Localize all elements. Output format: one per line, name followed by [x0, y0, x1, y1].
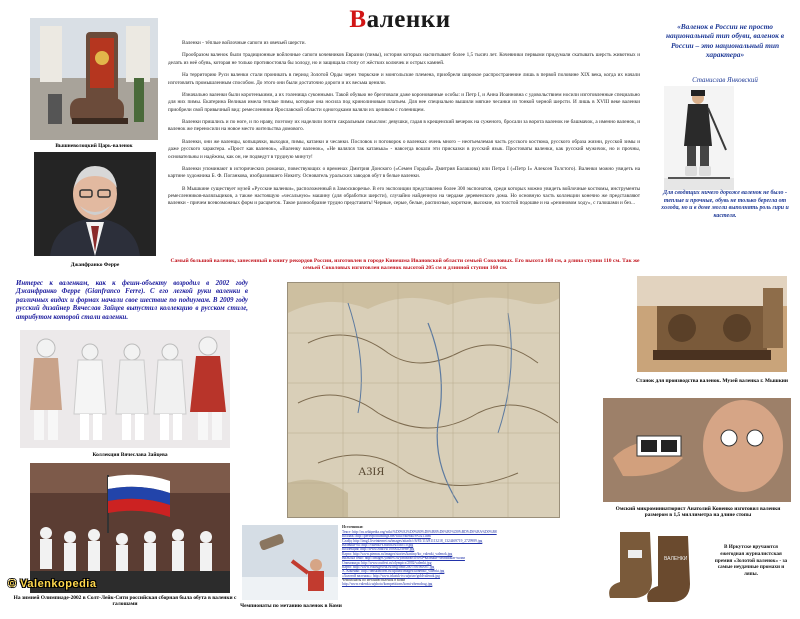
page-title — [300, 6, 500, 34]
ferre-photo — [34, 152, 156, 256]
zaitsev-models-illustration — [20, 330, 230, 448]
map-illustration — [288, 283, 560, 518]
source-link[interactable]: «Золотой валенок»: http://www.irkutsk-tv.ru/prize/goldvalenok.jpg — [342, 573, 440, 578]
throwing-caption: Чемпионаты по метанию валенок в Коми — [240, 603, 342, 609]
side-note: Для сводящих ничего дороже валенок не было - теплые и прочные, обувь не только берегла от холода, но и в доме могли выполнять роль гири и кастеля. — [661, 190, 789, 220]
throwing-photo — [242, 525, 338, 600]
tsar-valenok-caption: Вышневолоцкий Царь-валенок — [55, 143, 133, 149]
yankovsky-quote: «Валенок в России не просто национальный тип обуви, валенок в России – это национальный тип характера» — [665, 22, 785, 60]
golden-valenok-award: В Иркутске вручаются ежегодная журналистская премия «Золотой валенок» - за самые неудачные промахи и ляпы. — [714, 544, 788, 577]
source-link[interactable]: Валенки-ба: http://valenki-s.narod.ru/foto/10.jpg — [342, 543, 414, 547]
source-link[interactable]: Текст: http://ru.wikipedia.org/wiki/%D0%92%D0%B0%D0%BB%D0%B5%D0%BD%D0%BA%D0%B8 — [342, 529, 497, 534]
source-link[interactable]: Олимпиада: http://www.outfest.ru/olympics/2002/valenki.jpg — [342, 560, 432, 565]
body-paragraph: Валенки, они же валенцы, копыцачки, выходки, пимы, катанки и чесанки. Пословок и поговорок о валенках очень много – неотъемлемая часть русского костюма, русского образа жизни, русской зимы и даже русского характера. «Прост как валенок», «Валенку валенок», «Не валялся так катанька» - навсегда вошли эти присказки в русский язык. Простоваты валенки, как русский мужичок, но и прочны, основательны и надёжны, как он, не подведут в трудную минуту! — [168, 138, 640, 160]
body-paragraph: В Мышкине существует музей «Русские валенки», расположенный в Замоскворечье. В его экспозиции представлено более 300 экспонатов, среди которых можно увидеть войлочные костюмы, инструменты ремесленников-валяльщиков, а также настоящую «чесальную» машину (для обработки шерсти), случайно найденную на чердаке деревенского дома. Но основную часть коллекции конечно же представляют валенки - причем всевозможных форм и расцветок. Такое разнообразие трудно представить! Черные, серые, белые, расписные, короткие, высокие, на толстой подошве и на «резиновом ходу», с галошами и без... — [168, 185, 640, 207]
olympics-illustration — [30, 463, 230, 593]
felt-boots-illustration — [606, 526, 708, 606]
map-label: АЗІЯ — [358, 464, 385, 478]
quote-author: Станислав Янковский — [692, 76, 758, 84]
machine-photo — [637, 276, 787, 372]
body-paragraph: Валенки упоминают в исторических романах, повествующих о временах Дмитрия Донского («Семен Гордый» Дмитрия Балашова) или Петра I («Петр I» Алексея Толстого). Валенки можно увидеть на картине художника Б. Ф. Поганкова, изобразившего Никиту. Основатель уральских заводов обут в белые валенки. — [168, 165, 640, 180]
olympics-caption: На зимней Олимпиаде-2002 в Солт-Лейк-Сити российская сборная была обута в валенки с галошами — [13, 595, 237, 608]
source-link[interactable]: Карта: http://www.vokrugsveta.ru/img/cmn/2007/06/06/001.jpg — [342, 564, 435, 569]
source-link[interactable]: Слайд: http://img1.liveinternet.ru/images/attach/c/6/81/113/81113218_1324469719_2729989.jpg — [342, 538, 483, 543]
body-paragraph: На территорию Руси валенки стали проникать в период Золотой Орды через тюркские и монгольские племена, приобрели широкое распространение лишь в первой половине XIX века, когда их начали изготовлять промышленным способом. До этого они были достаточно дороги и их весьма ценили. — [168, 72, 640, 86]
tsar-valenok-photo — [30, 18, 158, 140]
tsar-valenok-illustration — [30, 18, 158, 140]
sources-list — [342, 525, 567, 587]
watermark: © Valenkopedia — [8, 578, 97, 590]
skier-illustration — [664, 86, 734, 190]
throwing-illustration — [242, 525, 338, 600]
body-paragraph: Изначально валенки были коротенькими, а их голенища суконными. Такой обувью не брезговали даже коронованные особы: и Петр I, и Анна Иоанновна с удовольствием носили изготовленные специально для них пимы. Екатерина Великая имела теплые пимы, которые она носила под кринолиновым платьем. Для нее специально вышили мягкие чесанки из тонкой черной шерсти. И лишь в XVIII веке валенки приобрели свой привычный вид: ремесленники Ярославской области одногодками валяли их целиком с голенищем. — [168, 91, 640, 113]
olympics-photo — [30, 463, 230, 593]
title-first-letter: В — [349, 6, 367, 33]
source-note: Чемпионаты по метанию валенок в Коми — [342, 578, 406, 582]
machine-caption: Станок для производства валенок. Музей валенка г. Мышкин — [635, 378, 789, 384]
source-link[interactable]: А. Коненко: http://omskinform.ru/upload/images/konenko_valenki.jpg — [342, 569, 445, 574]
body-paragraph: Валенки пришлись и по ноге, и по нраву, поэтому их наделили почти сакральным смыслом: девушки, гадая в крещенский вечерок на суженого, бросали за ворота валенок не башмачок, а именно валенок, и валенок же переносили на новое место жительства домового. — [168, 119, 640, 133]
body-paragraph: Прообразом валенок были традиционные войлочные сапоги кочевников Евразии (пимы), история которых насчитывает более 1,5 тысяч лет. Кочевники первыми придумали скатывать шерсть животных и делать из неё обувь, которая не только противостояла бы холоду, но и защищала стопу от жёстких колючек и острых камней. — [168, 52, 640, 66]
boot-stamp: ВАЛЕНКИ — [664, 556, 688, 562]
historic-map — [287, 282, 560, 518]
ferre-illustration — [34, 152, 156, 256]
micro-caption: Омский микроминиатюрист Анатолий Коненко изготовил валенки размером в 1,5 миллиметра на длине стопы — [615, 506, 781, 519]
article-body — [168, 40, 640, 213]
source-link[interactable]: Коллекция: http://www.zitar.ru/1000022/ferre.jpg — [342, 547, 415, 552]
felting-machine-illustration — [637, 276, 787, 372]
micro-valenki-illustration — [603, 398, 791, 502]
source-link[interactable]: Коллаж: http://pervopodcastings.net/wiki/valenki/PA021.htm — [342, 534, 431, 539]
zaitsev-collection-photo — [20, 330, 230, 448]
micro-valenki-slide — [637, 436, 681, 456]
zaitsev-caption: Коллекция Вячеслава Зайцева — [92, 452, 168, 458]
title-rest: аленки — [366, 6, 451, 33]
source-link[interactable]: Карта: http://www.ptemas.ru/images/stories/kartiny/ko_valenki_valenok.jpg — [342, 551, 453, 556]
source-link[interactable]: http://www.valenki.ru/photo/kompetitions/komi-zhemchug.jpg — [342, 582, 433, 587]
fashion-trivia: Интерес к валенкам, как к фешн-объекту возродил в 2002 году Джанфранко Ферре (Gianfranco Ferre). С его легкой руки валенки в различных видах и формах начали свое шествие по подиумам. В 2009 году русский дизайнер Вячеслав Зайцев выпустил коллекцию в русском стиле, атрибутом которой стали валенки. — [16, 280, 248, 321]
gold-valenok-photo — [606, 526, 708, 606]
body-paragraph: Валенки - тёплые войлочные сапоги из овечьей шерсти. — [182, 40, 306, 46]
source-link[interactable]: Вилы на сено: http://images.yandex.ru/yandsearch?text=валенки+чемпионат+коми — [342, 556, 465, 561]
record-valenok-note: Самый большой валенок, занесенный в книгу рекордов России, изготовлен в городе Кинешма Ивановской области семьей Соколовых. Его высота 168 см, а длина ступни 110 см. Так же семьей Соколовых изготовлен валенок высотой 205 см и длинной ступни 160 см. — [170, 258, 640, 272]
sources-heading: Источники: — [342, 524, 364, 529]
micro-valenki-photo — [603, 398, 791, 502]
skier-photo — [664, 86, 734, 190]
ferre-caption: Джанфранко Ферре — [70, 262, 120, 268]
